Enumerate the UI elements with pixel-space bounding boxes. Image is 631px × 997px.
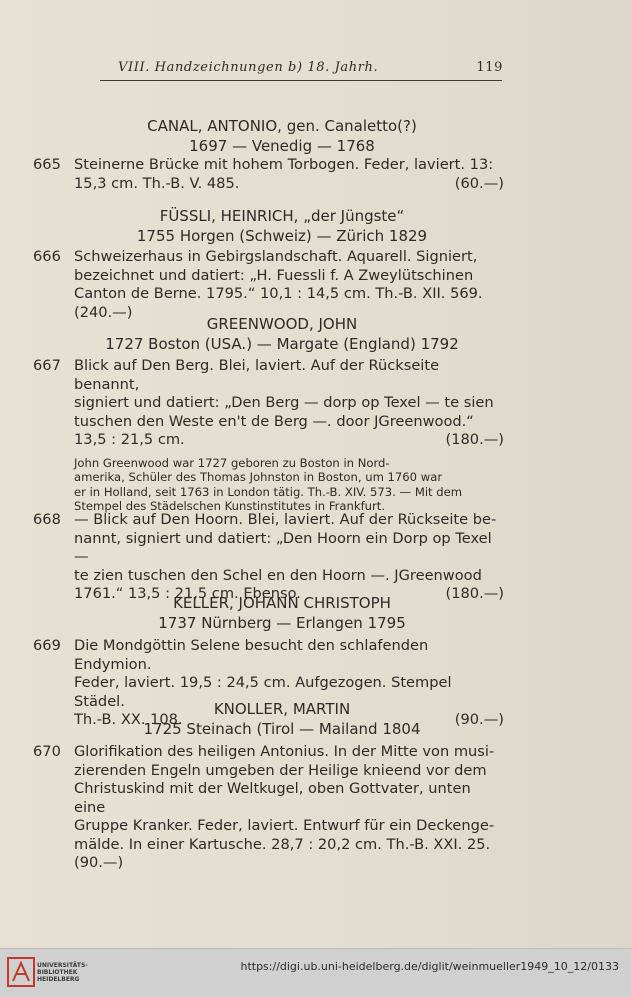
artist-name: KNOLLER, MARTIN	[213, 700, 351, 718]
entry-text: — Blick auf Den Hoorn. Blei, laviert. Auf der Rückseite be-	[74, 511, 497, 528]
artist-heading	[60, 206, 504, 246]
library-logo-text	[37, 962, 88, 983]
header-rule	[100, 80, 502, 81]
catalog-entry	[33, 156, 504, 193]
entry-text: Canton de Berne. 1795.“ 10,1 : 14,5 cm. Th.-B. XII. 569. (240.—)	[74, 285, 483, 321]
artist-heading	[60, 593, 504, 633]
entry-text: Schweizerhaus in Gebirgslandschaft. Aquarell. Signiert,	[74, 248, 478, 265]
entry-text: tuschen den Weste en't de Berg —. door JGreenwood.“	[74, 412, 474, 430]
catalog-entry	[33, 743, 504, 873]
artist-heading	[60, 116, 504, 156]
artist-dates: 1697 — Venedig — 1768	[189, 137, 375, 155]
header-title: VIII. Handzeichnungen b) 18. Jahrh.	[118, 60, 379, 75]
entry-text: Steinerne Brücke mit hohem Torbogen. Feder, laviert. 13:	[74, 156, 494, 173]
biographical-note	[74, 456, 504, 514]
artist-dates: 1755 Horgen (Schweiz) — Zürich 1829	[136, 227, 428, 245]
note-text: Stempel des Städelschen Kunstinstitutes in Frankfurt.	[74, 499, 386, 513]
note-text: John Greenwood war 1727 geboren zu Boston in Nord-	[74, 455, 390, 470]
logo-line: UNIVERSITÄTS-	[37, 962, 88, 969]
entry-text: nannt, signiert und datiert: „Den Hoorn ein Dorp op Texel —	[74, 529, 492, 565]
entry-text: mälde. In einer Kartusche. 28,7 : 20,2 cm. Th.-B. XXI. 25. (90.—)	[74, 835, 491, 871]
entry-text: bezeichnet und datiert: „H. Fuessli f. A Zweylütschinen	[74, 266, 474, 284]
entry-number: 665	[33, 156, 61, 173]
catalog-entry	[33, 357, 504, 514]
entry-text: Die Mondgöttin Selene besucht den schlafenden Endymion.	[74, 637, 429, 673]
entry-text: Christuskind mit der Weltkugel, oben Gottvater, unten eine	[74, 780, 471, 816]
artist-dates: 1737 Nürnberg — Erlangen 1795	[158, 614, 406, 632]
entry-number: 669	[33, 637, 61, 654]
catalog-entry	[33, 248, 504, 322]
entry-price: (180.—)	[445, 585, 504, 602]
running-header	[118, 60, 503, 75]
logo-line: HEIDELBERG	[37, 976, 80, 983]
artist-heading	[60, 699, 504, 739]
entry-number: 670	[33, 743, 61, 760]
entry-price: (60.—)	[454, 174, 504, 192]
artist-name: GREENWOOD, JOHN	[206, 315, 358, 333]
entry-text: te zien tuschen den Schel en den Hoorn —. JGreenwood	[74, 566, 482, 584]
artist-name: KELLER, JOHANN CHRISTOPH	[173, 594, 391, 612]
entry-price: (90.—)	[454, 711, 504, 728]
entry-text: Gruppe Kranker. Feder, laviert. Entwurf für ein Deckenge-	[74, 817, 495, 834]
entry-text: 13,5 : 21,5 cm.	[74, 431, 185, 448]
artist-dates: 1727 Boston (USA.) — Margate (England) 1792	[105, 335, 459, 353]
entry-text: Feder, laviert. 19,5 : 24,5 cm. Aufgezogen. Stempel Städel.	[74, 674, 452, 710]
note-text: amerika, Schüler des Thomas Johnston in Boston, um 1760 war	[74, 470, 443, 484]
entry-number: 667	[33, 357, 61, 374]
entry-number: 666	[33, 248, 61, 265]
artist-dates: 1725 Steinach (Tirol — Mailand 1804	[143, 720, 421, 738]
logo-line: BIBLIOTHEK	[37, 969, 78, 976]
artist-heading	[60, 314, 504, 354]
catalog-entry	[33, 511, 504, 604]
entry-text: Blick auf Den Berg. Blei, laviert. Auf der Rückseite benannt,	[74, 357, 440, 393]
note-text: er in Holland, seit 1763 in London tätig. Th.-B. XIV. 573. — Mit dem	[74, 484, 463, 499]
artist-name: CANAL, ANTONIO, gen. Canaletto(?)	[147, 117, 417, 135]
page-number: 119	[476, 60, 503, 75]
entry-text: 1761.“ 13,5 : 21,5 cm. Ebenso.	[74, 585, 301, 602]
entry-text: signiert und datiert: „Den Berg — dorp op Texel — te sien	[74, 394, 494, 411]
entry-text: Glorifikation des heiligen Antonius. In der Mitte von musi-	[74, 743, 495, 760]
entry-text: 15,3 cm. Th.-B. V. 485.	[74, 174, 240, 192]
entry-text: zierenden Engeln umgeben der Heilige knieend vor dem	[74, 761, 487, 779]
permalink-url[interactable]: https://digi.ub.uni-heidelberg.de/diglit/weinmueller1949_10_12/0133	[240, 960, 619, 973]
entry-number: 668	[33, 511, 61, 528]
entry-text: Th.-B. XX. 108.	[74, 711, 183, 728]
entry-price: (180.—)	[445, 431, 504, 448]
artist-name: FÜSSLI, HEINRICH, „der Jüngste“	[159, 207, 405, 225]
library-logo-icon[interactable]	[7, 957, 35, 987]
